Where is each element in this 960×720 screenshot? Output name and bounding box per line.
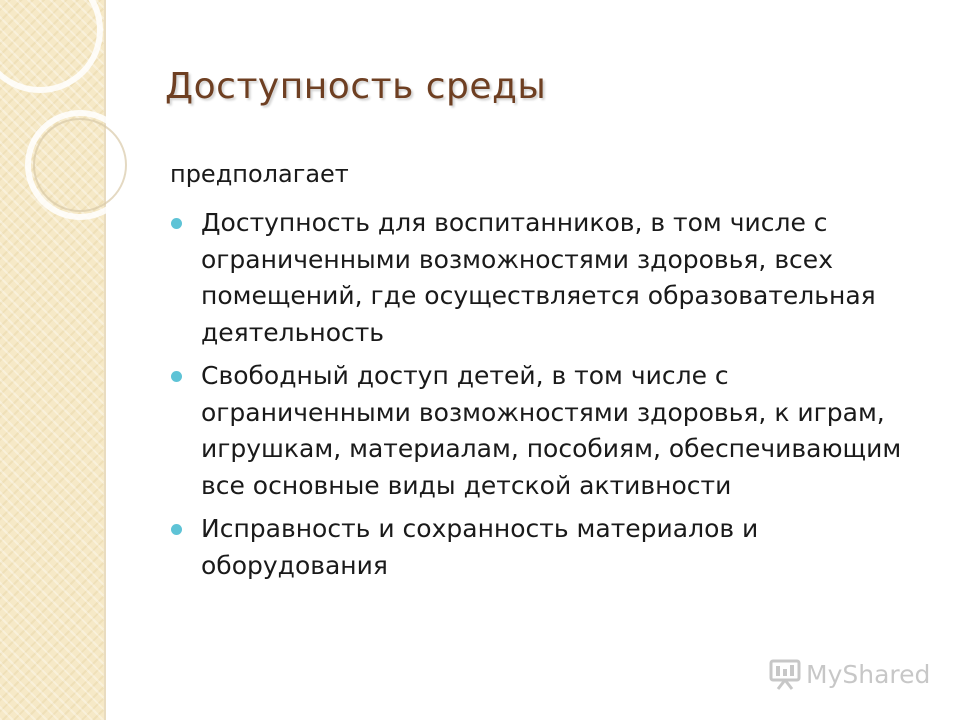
bullet-item bbox=[168, 511, 938, 584]
bullet-list bbox=[168, 205, 938, 591]
decorative-ring-middle-shadow bbox=[34, 119, 126, 211]
slide-title: Доступность среды bbox=[165, 66, 547, 107]
bullet-item bbox=[168, 358, 938, 504]
bullet-dot-icon bbox=[171, 218, 182, 229]
presentation-board-icon bbox=[768, 657, 802, 691]
bullet-text: Доступность для воспитанников, в том числе с ограниченными возможностями здоровья, всех помещений, где осуществляется образовательная деятельность bbox=[201, 208, 876, 347]
watermark bbox=[768, 656, 930, 692]
bullet-text: Свободный доступ детей, в том числе с ограниченными возможностями здоровья, к играм, игрушкам, материалам, пособиям, обеспечивающим все основные виды детской активности bbox=[201, 361, 902, 500]
bullet-item bbox=[168, 205, 938, 351]
bullet-dot-icon bbox=[171, 371, 182, 382]
watermark-text: MyShared bbox=[806, 659, 931, 689]
bullet-text: Исправность и сохранность материалов и оборудования bbox=[201, 514, 759, 580]
decorative-rings bbox=[0, 0, 160, 260]
bullet-dot-icon bbox=[171, 524, 182, 535]
slide-intro-text: предполагает bbox=[170, 160, 349, 188]
decorative-ring-top bbox=[0, 0, 100, 90]
decorative-ring-middle bbox=[28, 113, 132, 217]
